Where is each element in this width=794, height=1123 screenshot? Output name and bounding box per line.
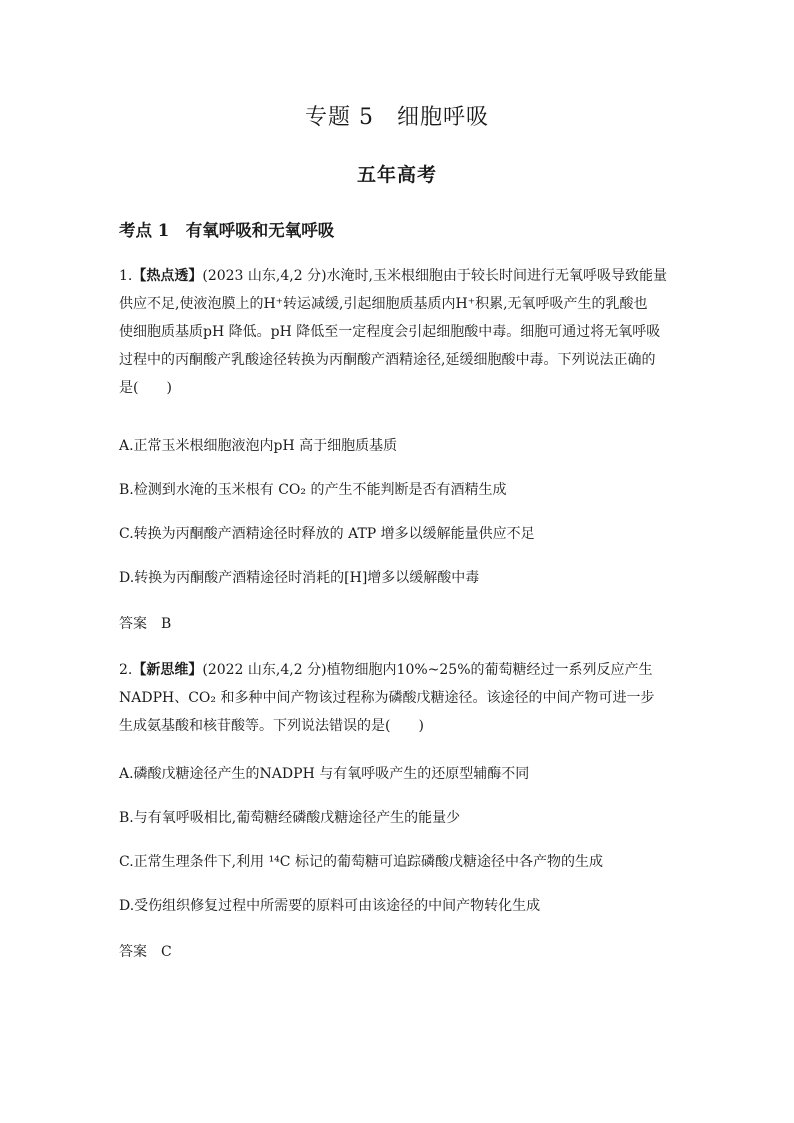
section-heading: 考点 1 有氧呼吸和无氧呼吸 bbox=[119, 221, 335, 240]
question-1-stem bbox=[119, 262, 679, 402]
question-2-line-2: NADPH、CO₂ 和多种中间产物该过程称为磷酸戊糖途径。该途径的中间产物可进一步 bbox=[119, 690, 655, 706]
question-2-option-b: B.与有氧呼吸相比,葡萄糖经磷酸戊糖途径产生的能量少 bbox=[119, 810, 461, 826]
question-tag: 【新思维】 bbox=[132, 662, 203, 678]
question-2-line-3: 生成氨基酸和核苷酸等。下列说法错误的是( ) bbox=[119, 718, 424, 734]
page-subtitle: 五年高考 bbox=[356, 164, 437, 186]
question-source: (2023 山东,4,2 分) bbox=[202, 268, 327, 284]
question-2-option-a: A.磷酸戊糖途径产生的NADPH 与有氧呼吸产生的还原型辅酶不同 bbox=[119, 766, 530, 782]
question-2-option-c: C.正常生理条件下,利用 ¹⁴C 标记的葡萄糖可追踪磷酸戊糖途径中各产物的生成 bbox=[119, 854, 603, 870]
question-number: 2. bbox=[119, 662, 133, 678]
answer-label: 答案 bbox=[119, 616, 147, 632]
question-2-option-d: D.受伤组织修复过程中所需要的原料可由该途径的中间产物转化生成 bbox=[119, 898, 541, 914]
question-1-answer bbox=[119, 614, 171, 634]
question-1-option-d: D.转换为丙酮酸产酒精途径时消耗的[H]增多以缓解酸中毒 bbox=[119, 570, 480, 586]
page-title: 专题 5 细胞呼吸 bbox=[305, 105, 489, 130]
question-1-line-2: 供应不足,使液泡膜上的H⁺转运减缓,引起细胞质基质内H⁺积累,无氧呼吸产生的乳酸也 bbox=[119, 296, 648, 312]
question-1-option-c: C.转换为丙酮酸产酒精途径时释放的 ATP 增多以缓解能量供应不足 bbox=[119, 526, 535, 542]
question-2-stem bbox=[119, 656, 679, 740]
question-number: 1. bbox=[119, 268, 133, 284]
question-1-line-1: 1.【热点透】(2023 山东,4,2 分)水淹时,玉米根细胞由于较长时间进行无氧呼吸导致能量 bbox=[119, 268, 667, 284]
question-source: (2022 山东,4,2 分) bbox=[202, 662, 327, 678]
question-1-line-5: 是( ) bbox=[119, 380, 172, 396]
question-2-answer bbox=[119, 942, 172, 962]
question-2-line-1: 2.【新思维】(2022 山东,4,2 分)植物细胞内10%~25%的葡萄糖经过一系列反应产生 bbox=[119, 662, 653, 678]
question-1-option-a: A.正常玉米根细胞液泡内pH 高于细胞质基质 bbox=[119, 438, 398, 454]
answer-value: C bbox=[161, 944, 172, 960]
answer-value: B bbox=[161, 616, 172, 632]
answer-label: 答案 bbox=[119, 944, 147, 960]
question-1-line-4: 过程中的丙酮酸产乳酸途径转换为丙酮酸产酒精途径,延缓细胞酸中毒。下列说法正确的 bbox=[119, 352, 656, 368]
question-tag: 【热点透】 bbox=[132, 268, 203, 284]
question-1-line-3: 使细胞质基质pH 降低。pH 降低至一定程度会引起细胞酸中毒。细胞可通过将无氧呼吸 bbox=[119, 324, 661, 340]
question-1-option-b: B.检测到水淹的玉米根有 CO₂ 的产生不能判断是否有酒精生成 bbox=[119, 482, 507, 498]
